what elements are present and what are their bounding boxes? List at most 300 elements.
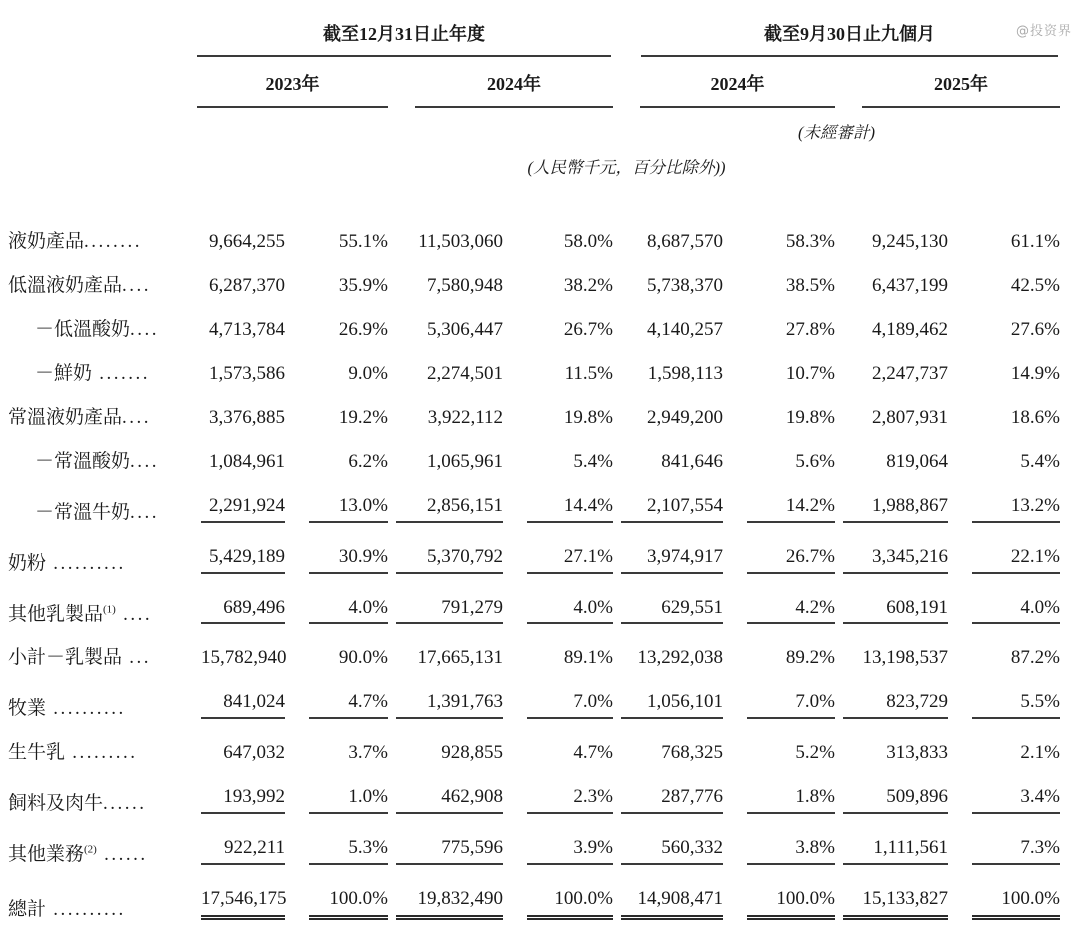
table-cell bbox=[503, 731, 613, 775]
table-row bbox=[8, 308, 1060, 352]
cell-value: 9.0% bbox=[348, 362, 388, 384]
cell-value: 35.9% bbox=[338, 274, 388, 296]
table-cell bbox=[948, 826, 1060, 877]
table-cell bbox=[835, 731, 948, 775]
cell-value: 100.0% bbox=[972, 889, 1060, 920]
cell-value: 14.2% bbox=[747, 496, 835, 523]
row-label bbox=[8, 535, 193, 586]
footnote-marker: (1) bbox=[103, 603, 116, 616]
table-cell bbox=[835, 440, 948, 484]
table-cell bbox=[193, 877, 285, 932]
table-cell bbox=[285, 535, 388, 586]
cell-value: 89.1% bbox=[563, 647, 613, 669]
cell-value: 841,024 bbox=[201, 692, 285, 719]
row-label-text: 其他乳製品 bbox=[8, 603, 104, 625]
row-label-text: －常溫酸奶 bbox=[35, 450, 131, 472]
table-cell bbox=[285, 308, 388, 352]
cell-value: 5,738,370 bbox=[647, 274, 723, 296]
cell-value: 2,949,200 bbox=[647, 406, 723, 428]
cell-value: 4,189,462 bbox=[872, 318, 948, 340]
dot-leader: ....... bbox=[92, 362, 151, 384]
year-header-2025-9m-label: 2025年 bbox=[862, 70, 1060, 108]
year-header-2024-9m bbox=[613, 57, 835, 108]
cell-value: 2,291,924 bbox=[201, 496, 285, 523]
table-cell bbox=[723, 440, 835, 484]
row-label bbox=[8, 264, 193, 308]
table-cell bbox=[503, 636, 613, 680]
row-label-text: 生牛乳 bbox=[8, 742, 66, 764]
cell-value: 10.7% bbox=[785, 362, 835, 384]
row-label bbox=[8, 731, 193, 775]
table-cell bbox=[613, 396, 723, 440]
cell-value: 7,580,948 bbox=[427, 274, 503, 296]
row-label-text: 其他業務 bbox=[8, 844, 85, 866]
cell-value: 560,332 bbox=[621, 838, 723, 865]
table-row bbox=[8, 178, 1060, 264]
cell-value: 26.7% bbox=[747, 547, 835, 574]
cell-value: 1,573,586 bbox=[209, 362, 285, 384]
table-cell bbox=[948, 775, 1060, 826]
table-cell bbox=[723, 586, 835, 637]
table-cell bbox=[193, 775, 285, 826]
dot-leader: ... bbox=[122, 647, 152, 669]
table-cell bbox=[503, 440, 613, 484]
cell-value: 791,279 bbox=[396, 598, 503, 625]
table-cell bbox=[193, 586, 285, 637]
table-cell bbox=[835, 775, 948, 826]
cell-value: 17,546,175 bbox=[201, 889, 285, 920]
cell-value: 58.3% bbox=[785, 231, 835, 252]
table-cell bbox=[285, 352, 388, 396]
cell-value: 61.1% bbox=[1010, 231, 1060, 252]
table-cell bbox=[193, 535, 285, 586]
dot-leader: .... bbox=[130, 450, 160, 472]
row-label-text: 牧業 bbox=[8, 698, 47, 720]
table-row bbox=[8, 352, 1060, 396]
table-cell bbox=[285, 877, 388, 932]
table-row bbox=[8, 731, 1060, 775]
table-cell bbox=[193, 264, 285, 308]
row-label bbox=[8, 826, 193, 877]
cell-value: 13.2% bbox=[972, 496, 1060, 523]
table-cell bbox=[285, 264, 388, 308]
row-label-text: 奶粉 bbox=[8, 552, 47, 574]
table-cell bbox=[193, 352, 285, 396]
table-cell bbox=[503, 877, 613, 932]
cell-value: 768,325 bbox=[661, 742, 723, 764]
table-cell bbox=[948, 264, 1060, 308]
table-cell bbox=[285, 826, 388, 877]
cell-value: 27.8% bbox=[785, 318, 835, 340]
cell-value: 4.7% bbox=[309, 692, 388, 719]
table-cell bbox=[193, 484, 285, 535]
cell-value: 14,908,471 bbox=[621, 889, 723, 920]
year-header-row bbox=[8, 57, 1060, 108]
cell-value: 2,856,151 bbox=[396, 496, 503, 523]
cell-value: 8,687,570 bbox=[647, 231, 723, 252]
table-row bbox=[8, 636, 1060, 680]
cell-value: 4.0% bbox=[972, 598, 1060, 625]
table-cell bbox=[613, 264, 723, 308]
cell-value: 2.3% bbox=[527, 787, 613, 814]
unit-note-row bbox=[8, 143, 1060, 178]
table-cell bbox=[948, 636, 1060, 680]
cell-value: 1,084,961 bbox=[209, 450, 285, 472]
table-cell bbox=[948, 396, 1060, 440]
table-row bbox=[8, 826, 1060, 877]
year-header-spacer bbox=[8, 57, 193, 108]
cell-value: 19.2% bbox=[338, 406, 388, 428]
cell-value: 4,713,784 bbox=[209, 318, 285, 340]
page bbox=[0, 12, 1080, 948]
table-cell bbox=[388, 440, 503, 484]
table-row bbox=[8, 264, 1060, 308]
cell-value: 5.3% bbox=[309, 838, 388, 865]
cell-value: 462,908 bbox=[396, 787, 503, 814]
row-label bbox=[8, 308, 193, 352]
cell-value: 2,247,737 bbox=[872, 362, 948, 384]
table-cell bbox=[388, 308, 503, 352]
cell-value: 6,287,370 bbox=[209, 274, 285, 296]
cell-value: 193,992 bbox=[201, 787, 285, 814]
cell-value: 30.9% bbox=[309, 547, 388, 574]
table-cell bbox=[613, 352, 723, 396]
table-cell bbox=[503, 535, 613, 586]
cell-value: 17,665,131 bbox=[417, 647, 503, 669]
table-cell bbox=[503, 352, 613, 396]
row-label bbox=[8, 877, 193, 932]
row-label-text: －低溫酸奶 bbox=[35, 318, 131, 340]
cell-value: 689,496 bbox=[201, 598, 285, 625]
table-cell bbox=[388, 178, 503, 264]
section-header-row bbox=[8, 12, 1060, 57]
table-cell bbox=[835, 826, 948, 877]
table-cell bbox=[388, 396, 503, 440]
table-cell bbox=[948, 178, 1060, 264]
cell-value: 15,133,827 bbox=[843, 889, 948, 920]
dot-leader: .... bbox=[130, 318, 160, 340]
table-cell bbox=[723, 636, 835, 680]
row-label bbox=[8, 396, 193, 440]
table-cell bbox=[193, 680, 285, 731]
table-cell bbox=[723, 484, 835, 535]
cell-value: 775,596 bbox=[396, 838, 503, 865]
section-header-annual bbox=[193, 12, 613, 57]
table-cell bbox=[948, 877, 1060, 932]
row-label bbox=[8, 586, 193, 637]
table-cell bbox=[723, 731, 835, 775]
row-label-text: －鮮奶 bbox=[35, 362, 93, 384]
table-cell bbox=[285, 731, 388, 775]
table-cell bbox=[193, 178, 285, 264]
cell-value: 3.4% bbox=[972, 787, 1060, 814]
table-cell bbox=[948, 535, 1060, 586]
cell-value: 4.2% bbox=[747, 598, 835, 625]
table-cell bbox=[388, 586, 503, 637]
cell-value: 841,646 bbox=[661, 450, 723, 472]
unaudited-note-cell bbox=[613, 108, 1060, 143]
table-cell bbox=[948, 586, 1060, 637]
table-row bbox=[8, 484, 1060, 535]
dot-leader: ......... bbox=[65, 742, 138, 764]
dot-leader: .......... bbox=[46, 899, 126, 921]
cell-value: 5.4% bbox=[1020, 450, 1060, 472]
cell-value: 27.6% bbox=[1010, 318, 1060, 340]
unaudited-note: (未經審計) bbox=[798, 123, 875, 142]
cell-value: 19,832,490 bbox=[396, 889, 503, 920]
cell-value: 13.0% bbox=[309, 496, 388, 523]
table-cell bbox=[388, 680, 503, 731]
table-row bbox=[8, 680, 1060, 731]
cell-value: 22.1% bbox=[972, 547, 1060, 574]
table-cell bbox=[723, 680, 835, 731]
row-label-text: 小計－乳製品 bbox=[8, 647, 123, 669]
cell-value: 823,729 bbox=[843, 692, 948, 719]
dot-leader: .... bbox=[122, 406, 152, 428]
cell-value: 27.1% bbox=[527, 547, 613, 574]
cell-value: 3.7% bbox=[348, 742, 388, 764]
dot-leader: .... bbox=[122, 274, 152, 296]
table-cell bbox=[285, 680, 388, 731]
cell-value: 5.6% bbox=[795, 450, 835, 472]
cell-value: 4,140,257 bbox=[647, 318, 723, 340]
table-cell bbox=[285, 440, 388, 484]
dot-leader: .... bbox=[130, 501, 160, 523]
unit-note: (人民幣千元，百分比除外)) bbox=[527, 158, 726, 177]
table-cell bbox=[388, 636, 503, 680]
table-cell bbox=[388, 731, 503, 775]
table-cell bbox=[723, 352, 835, 396]
cell-value: 647,032 bbox=[223, 742, 285, 764]
year-header-2023-label: 2023年 bbox=[197, 70, 388, 108]
table-cell bbox=[193, 826, 285, 877]
unit-note-cell bbox=[193, 143, 1060, 178]
cell-value: 9,664,255 bbox=[209, 231, 285, 252]
row-label bbox=[8, 636, 193, 680]
cell-value: 4.0% bbox=[309, 598, 388, 625]
cell-value: 1,065,961 bbox=[427, 450, 503, 472]
year-header-2025-9m bbox=[835, 57, 1060, 108]
cell-value: 5,370,792 bbox=[396, 547, 503, 574]
cell-value: 100.0% bbox=[309, 889, 388, 920]
cell-value: 11.5% bbox=[564, 362, 613, 384]
cell-value: 89.2% bbox=[785, 647, 835, 669]
cell-value: 7.0% bbox=[527, 692, 613, 719]
cell-value: 6.2% bbox=[348, 450, 388, 472]
table-cell bbox=[948, 440, 1060, 484]
row-label bbox=[8, 178, 193, 264]
table-row bbox=[8, 775, 1060, 826]
table-cell bbox=[503, 680, 613, 731]
cell-value: 5,429,189 bbox=[201, 547, 285, 574]
cell-value: 5.5% bbox=[972, 692, 1060, 719]
dot-leader: ...... bbox=[103, 793, 147, 815]
table-row bbox=[8, 586, 1060, 637]
cell-value: 1,988,867 bbox=[843, 496, 948, 523]
cell-value: 18.6% bbox=[1010, 406, 1060, 428]
year-header-2024-label: 2024年 bbox=[415, 70, 613, 108]
year-header-2023 bbox=[193, 57, 388, 108]
table-cell bbox=[613, 440, 723, 484]
table-cell bbox=[503, 308, 613, 352]
table-cell bbox=[503, 396, 613, 440]
table-cell bbox=[613, 586, 723, 637]
cell-value: 2,107,554 bbox=[621, 496, 723, 523]
cell-value: 3.9% bbox=[527, 838, 613, 865]
cell-value: 38.2% bbox=[563, 274, 613, 296]
cell-value: 9,245,130 bbox=[872, 231, 948, 252]
row-label bbox=[8, 775, 193, 826]
table-cell bbox=[948, 308, 1060, 352]
table-cell bbox=[835, 178, 948, 264]
cell-value: 3,922,112 bbox=[427, 406, 503, 428]
cell-value: 5,306,447 bbox=[427, 318, 503, 340]
row-label-text: 飼料及肉牛 bbox=[8, 793, 104, 815]
section-header-annual-label: 截至12月31日止年度 bbox=[197, 20, 611, 57]
table-row bbox=[8, 440, 1060, 484]
table-cell bbox=[723, 877, 835, 932]
cell-value: 19.8% bbox=[785, 406, 835, 428]
table-cell bbox=[723, 178, 835, 264]
section-header-nine-months-label: 截至9月30日止九個月 bbox=[641, 20, 1058, 57]
cell-value: 100.0% bbox=[747, 889, 835, 920]
cell-value: 5.2% bbox=[795, 742, 835, 764]
row-label-text: 液奶產品 bbox=[8, 231, 85, 252]
row-label bbox=[8, 680, 193, 731]
table-cell bbox=[503, 178, 613, 264]
cell-value: 5.4% bbox=[573, 450, 613, 472]
cell-value: 38.5% bbox=[785, 274, 835, 296]
financial-table bbox=[8, 12, 1060, 932]
cell-value: 100.0% bbox=[527, 889, 613, 920]
table-cell bbox=[723, 826, 835, 877]
table-cell bbox=[613, 636, 723, 680]
cell-value: 287,776 bbox=[621, 787, 723, 814]
table-cell bbox=[388, 484, 503, 535]
table-cell bbox=[613, 535, 723, 586]
table-cell bbox=[193, 636, 285, 680]
cell-value: 509,896 bbox=[843, 787, 948, 814]
cell-value: 6,437,199 bbox=[872, 274, 948, 296]
cell-value: 819,064 bbox=[886, 450, 948, 472]
cell-value: 13,292,038 bbox=[637, 647, 723, 669]
table-cell bbox=[723, 775, 835, 826]
cell-value: 4.0% bbox=[527, 598, 613, 625]
cell-value: 3,974,917 bbox=[621, 547, 723, 574]
table-cell bbox=[948, 352, 1060, 396]
table-cell bbox=[613, 731, 723, 775]
footnote-marker: (2) bbox=[84, 843, 97, 856]
cell-value: 90.0% bbox=[338, 647, 388, 669]
table-cell bbox=[193, 731, 285, 775]
dot-leader: .......... bbox=[46, 552, 126, 574]
table-cell bbox=[613, 178, 723, 264]
table-cell bbox=[613, 826, 723, 877]
table-cell bbox=[503, 775, 613, 826]
dot-leader: .... bbox=[115, 603, 153, 625]
cell-value: 3,376,885 bbox=[209, 406, 285, 428]
table-cell bbox=[503, 586, 613, 637]
table-cell bbox=[835, 484, 948, 535]
table-cell bbox=[388, 775, 503, 826]
cell-value: 14.4% bbox=[527, 496, 613, 523]
table-cell bbox=[835, 535, 948, 586]
cell-value: 1,056,101 bbox=[621, 692, 723, 719]
cell-value: 4.7% bbox=[573, 742, 613, 764]
table-cell bbox=[285, 775, 388, 826]
table-cell bbox=[948, 731, 1060, 775]
table-cell bbox=[613, 308, 723, 352]
cell-value: 15,782,940 bbox=[201, 647, 287, 669]
unaudited-row bbox=[8, 108, 1060, 143]
cell-value: 928,855 bbox=[441, 742, 503, 764]
cell-value: 922,211 bbox=[201, 838, 285, 865]
table-cell bbox=[835, 352, 948, 396]
cell-value: 7.0% bbox=[747, 692, 835, 719]
table-cell bbox=[835, 636, 948, 680]
table-cell bbox=[193, 440, 285, 484]
cell-value: 1,391,763 bbox=[396, 692, 503, 719]
cell-value: 629,551 bbox=[621, 598, 723, 625]
year-header-2024 bbox=[388, 57, 613, 108]
table-cell bbox=[388, 352, 503, 396]
cell-value: 313,833 bbox=[886, 742, 948, 764]
table-cell bbox=[723, 308, 835, 352]
table-header bbox=[8, 12, 1060, 178]
table-cell bbox=[835, 264, 948, 308]
table-cell bbox=[948, 680, 1060, 731]
table-cell bbox=[835, 680, 948, 731]
cell-value: 87.2% bbox=[1010, 647, 1060, 669]
table-body bbox=[8, 178, 1060, 932]
table-cell bbox=[285, 586, 388, 637]
row-label bbox=[8, 440, 193, 484]
table-cell bbox=[503, 484, 613, 535]
table-cell bbox=[503, 264, 613, 308]
table-cell bbox=[613, 484, 723, 535]
cell-value: 1,598,113 bbox=[647, 362, 723, 384]
row-label bbox=[8, 484, 193, 535]
label-column-header bbox=[8, 12, 193, 57]
table-cell bbox=[388, 877, 503, 932]
row-label-text: －常溫牛奶 bbox=[35, 501, 131, 523]
cell-value: 608,191 bbox=[843, 598, 948, 625]
watermark: @投资界 bbox=[1015, 24, 1072, 39]
cell-value: 26.7% bbox=[563, 318, 613, 340]
table-cell bbox=[613, 775, 723, 826]
dot-leader: .......... bbox=[46, 698, 126, 720]
table-cell bbox=[723, 535, 835, 586]
cell-value: 26.9% bbox=[338, 318, 388, 340]
cell-value: 14.9% bbox=[1010, 362, 1060, 384]
cell-value: 3,345,216 bbox=[843, 547, 948, 574]
cell-value: 2,274,501 bbox=[427, 362, 503, 384]
table-cell bbox=[723, 264, 835, 308]
dot-leader: ........ bbox=[84, 231, 143, 252]
cell-value: 1.0% bbox=[309, 787, 388, 814]
row-label bbox=[8, 352, 193, 396]
table-cell bbox=[835, 586, 948, 637]
table-row bbox=[8, 396, 1060, 440]
table-cell bbox=[723, 396, 835, 440]
row-label-text: 低溫液奶產品 bbox=[8, 274, 123, 296]
table-cell bbox=[388, 826, 503, 877]
cell-value: 2.1% bbox=[1020, 742, 1060, 764]
cell-value: 11,503,060 bbox=[418, 231, 503, 252]
table-cell bbox=[285, 396, 388, 440]
table-cell bbox=[388, 264, 503, 308]
table-cell bbox=[835, 308, 948, 352]
